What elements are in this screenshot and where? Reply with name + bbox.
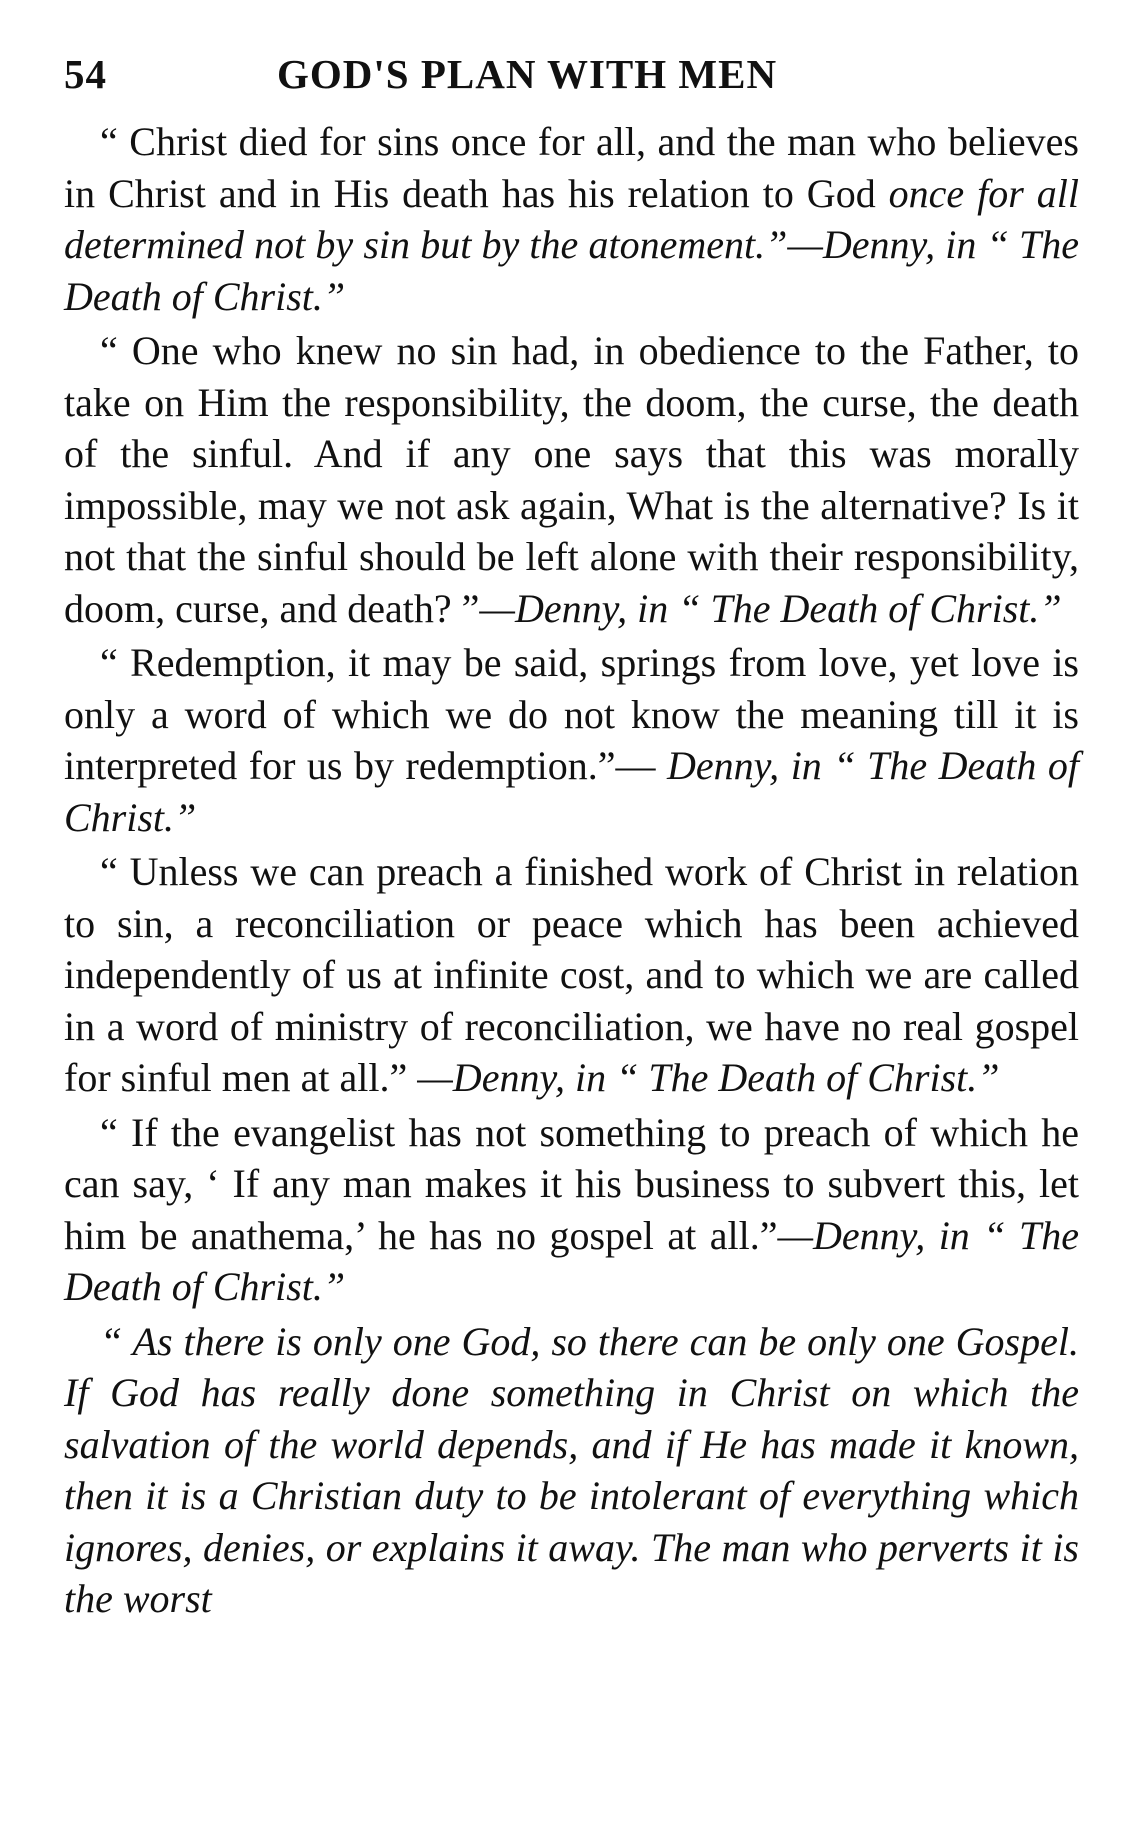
quote-paragraph	[64, 116, 1079, 322]
quote-attribution: —Denny, in “ The Death of Christ.”	[417, 1055, 1000, 1100]
quote-text: “ One who knew no sin had, in obedience to the Father, to take on Him the responsibility, the doom, the curse, the death of the sinful. And if any one says that this was morally impossible, may we not ask again, What is the alternative? Is it not that the sinful should be left alone with their responsibility, doom, curse, and death? ”	[64, 328, 1079, 631]
quote-paragraph	[64, 325, 1079, 634]
quote-paragraph-italic	[64, 1316, 1079, 1625]
quote-paragraph	[64, 637, 1079, 843]
quote-attribution: once for all determined not by sin but by the atonement.”—Denny, in “ The Death of Christ.”	[64, 170, 1079, 319]
quote-attribution: Denny, in “ The Death of Christ.”	[64, 743, 1079, 840]
quote-paragraph	[64, 846, 1079, 1104]
running-title: GOD'S PLAN WITH MEN	[277, 51, 778, 97]
page-number: 54	[64, 51, 107, 97]
quote-attribution: —Denny, in “ The Death of Christ.”	[64, 1212, 1079, 1309]
quote-text: “ As there is only one God, so there can be only one Gospel. If God has really done something in Christ on which the salvation of the world depends, and if He has made it known, then it is a Christian duty to be intolerant of everything which ignores, denies, or explains it away. The man who perverts it is the worst	[64, 1318, 1079, 1621]
page-body	[64, 116, 1079, 1625]
running-head	[64, 40, 1079, 102]
quote-text: “ Unless we can preach a finished work of Christ in relation to sin, a reconciliation or peace which has been achieved independently of us at infinite cost, and to which we are called in a word of ministry of reconciliation, we have no real gospel for sinful men at all.”	[64, 849, 1079, 1100]
quote-text: “ Redemption, it may be said, springs from love, yet love is only a word of which we do not know the meaning till it is interpreted for us by redemption.”—	[64, 640, 1079, 788]
quote-text: “ If the evangelist has not something to preach of which he can say, ‘ If any man makes it his business to subvert this, let him be anathema,’ he has no gospel at all.”	[64, 1109, 1079, 1258]
quote-attribution: —Denny, in “ The Death of Christ.”	[479, 585, 1062, 631]
book-page	[64, 40, 1079, 1628]
quote-paragraph	[64, 1107, 1079, 1313]
quote-text: “ Christ died for sins once for all, and the man who believes in Christ and in His death has his relation to God	[64, 119, 1079, 216]
